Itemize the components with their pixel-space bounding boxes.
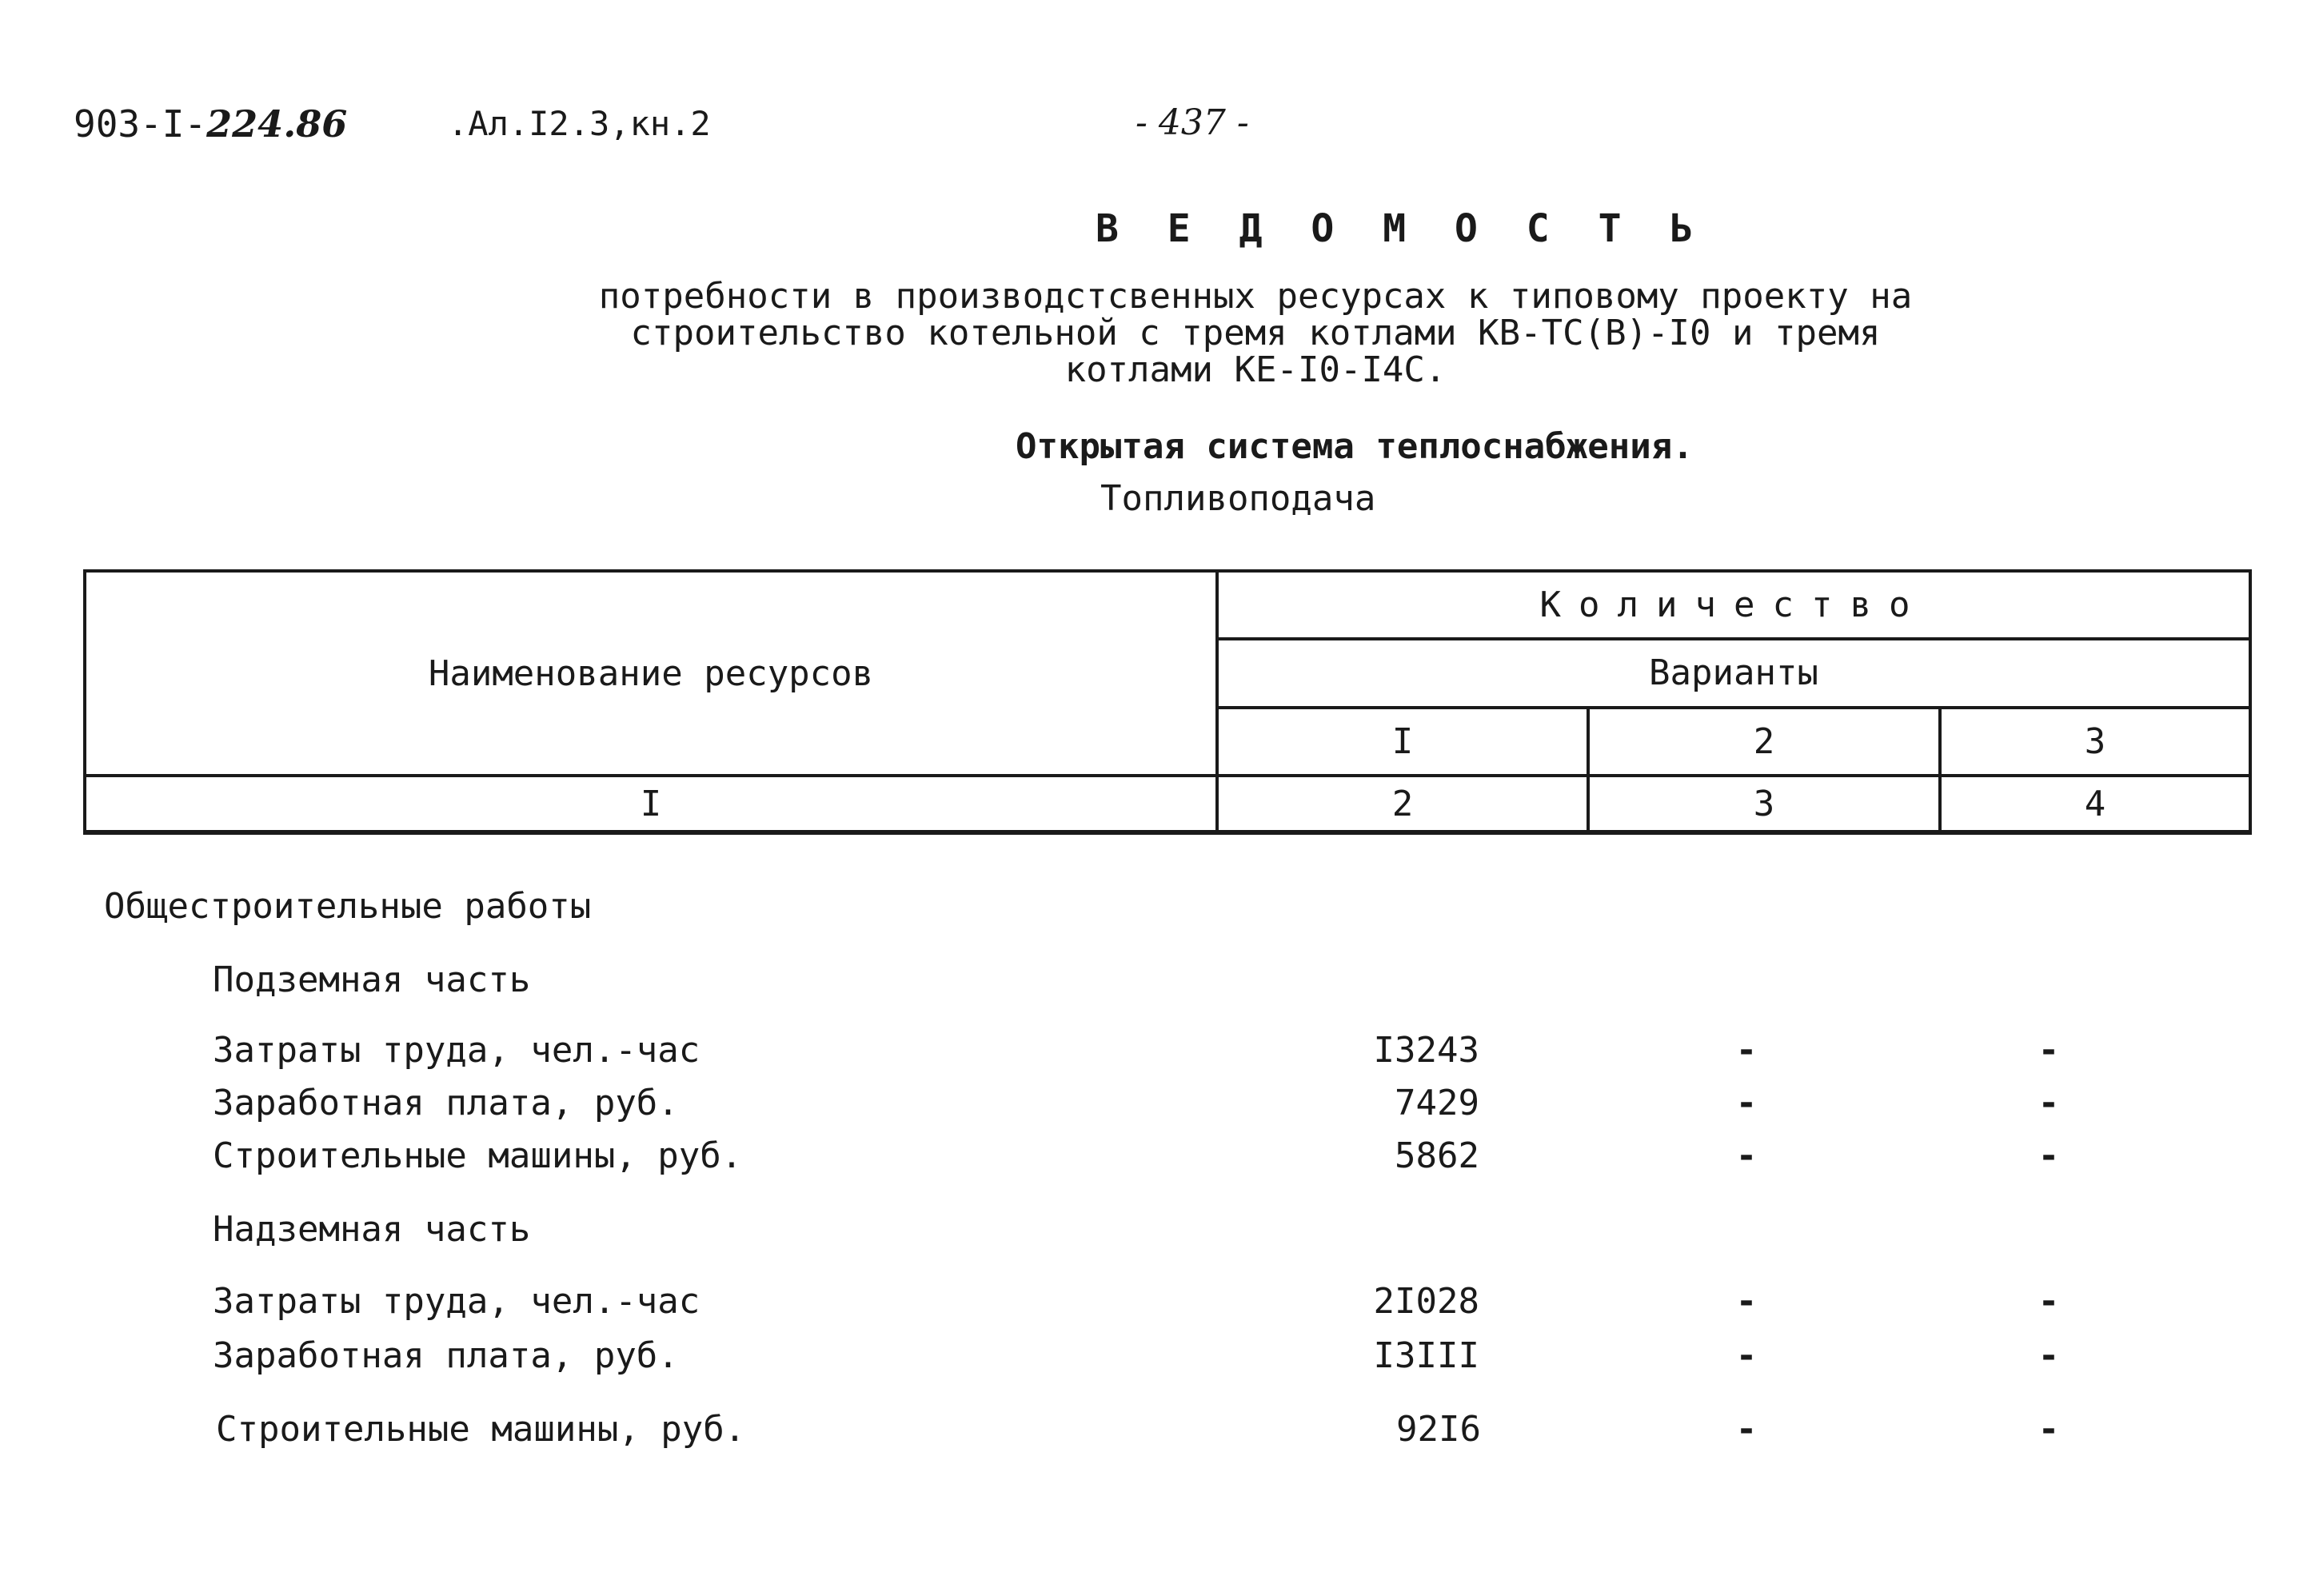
album-reference: .Ал.I2.3,кн.2: [448, 104, 711, 143]
group-title: Общестроительные работы: [104, 886, 592, 927]
resource-label: Строительные машины, руб.: [216, 1409, 746, 1450]
resource-label: Заработная плата, руб.: [213, 1083, 679, 1123]
variant-2-value: -: [1735, 1030, 1758, 1071]
document-code: [74, 102, 347, 146]
variant-3-value: -: [2038, 1281, 2060, 1322]
resources-table-header: [83, 569, 2252, 835]
variant-header-3: 3: [1940, 708, 2250, 776]
subsection-title-aboveground: Надземная часть: [213, 1209, 531, 1250]
variant-3-value: -: [2038, 1135, 2060, 1176]
variant-1-value: 7429: [1395, 1083, 1479, 1123]
column-number-1: I: [85, 776, 1217, 832]
resource-label: Затраты труда, чел.-час: [213, 1281, 700, 1322]
variant-1-value: I3243: [1373, 1030, 1479, 1071]
document-code-prefix: 903-I-: [74, 102, 207, 146]
variant-2-value: -: [1735, 1135, 1758, 1176]
variant-3-value: -: [2038, 1030, 2060, 1071]
variant-1-value: I3III: [1373, 1335, 1479, 1376]
variant-3-value: -: [2038, 1083, 2060, 1123]
system-heading: Открытая система теплоснабжения.: [1016, 426, 1694, 467]
variant-2-value: -: [1735, 1409, 1758, 1450]
column-header-name: Наименование ресурсов: [85, 571, 1217, 776]
subsection-title-underground: Подземная часть: [213, 960, 531, 1000]
column-number-2: 2: [1217, 776, 1588, 832]
section-heading: Топливоподача: [1100, 478, 1376, 519]
variant-2-value: -: [1735, 1281, 1758, 1322]
resource-label: Строительные машины, руб.: [213, 1135, 743, 1176]
variant-2-value: -: [1735, 1083, 1758, 1123]
variant-1-value: 2I028: [1373, 1281, 1479, 1322]
column-number-4: 4: [1940, 776, 2250, 832]
document-subtitle: потребности в производстсвенных ресурсах к типовому проекту на строительство котельной с тремя котлами КВ-ТС(В)-I0 и тремя котлами КЕ-I0-I4С.: [598, 276, 1913, 390]
document-title: В Е Д О М О С Т Ь: [1096, 206, 1706, 251]
column-header-variants: Варианты: [1217, 639, 2250, 707]
variant-3-value: -: [2038, 1409, 2060, 1450]
variant-1-value: 92I6: [1396, 1409, 1481, 1450]
variant-header-2: 2: [1588, 708, 1940, 776]
document-code-handwritten: 224.86: [206, 102, 348, 146]
page-number: - 437 -: [1136, 102, 1249, 143]
variant-3-value: -: [2038, 1335, 2060, 1376]
column-number-3: 3: [1588, 776, 1940, 832]
variant-2-value: -: [1735, 1335, 1758, 1376]
column-header-quantity: Количество: [1217, 571, 2250, 639]
variant-header-1: I: [1217, 708, 1588, 776]
variant-1-value: 5862: [1395, 1135, 1479, 1176]
resource-label: Затраты труда, чел.-час: [213, 1030, 700, 1071]
resource-label: Заработная плата, руб.: [213, 1335, 679, 1376]
